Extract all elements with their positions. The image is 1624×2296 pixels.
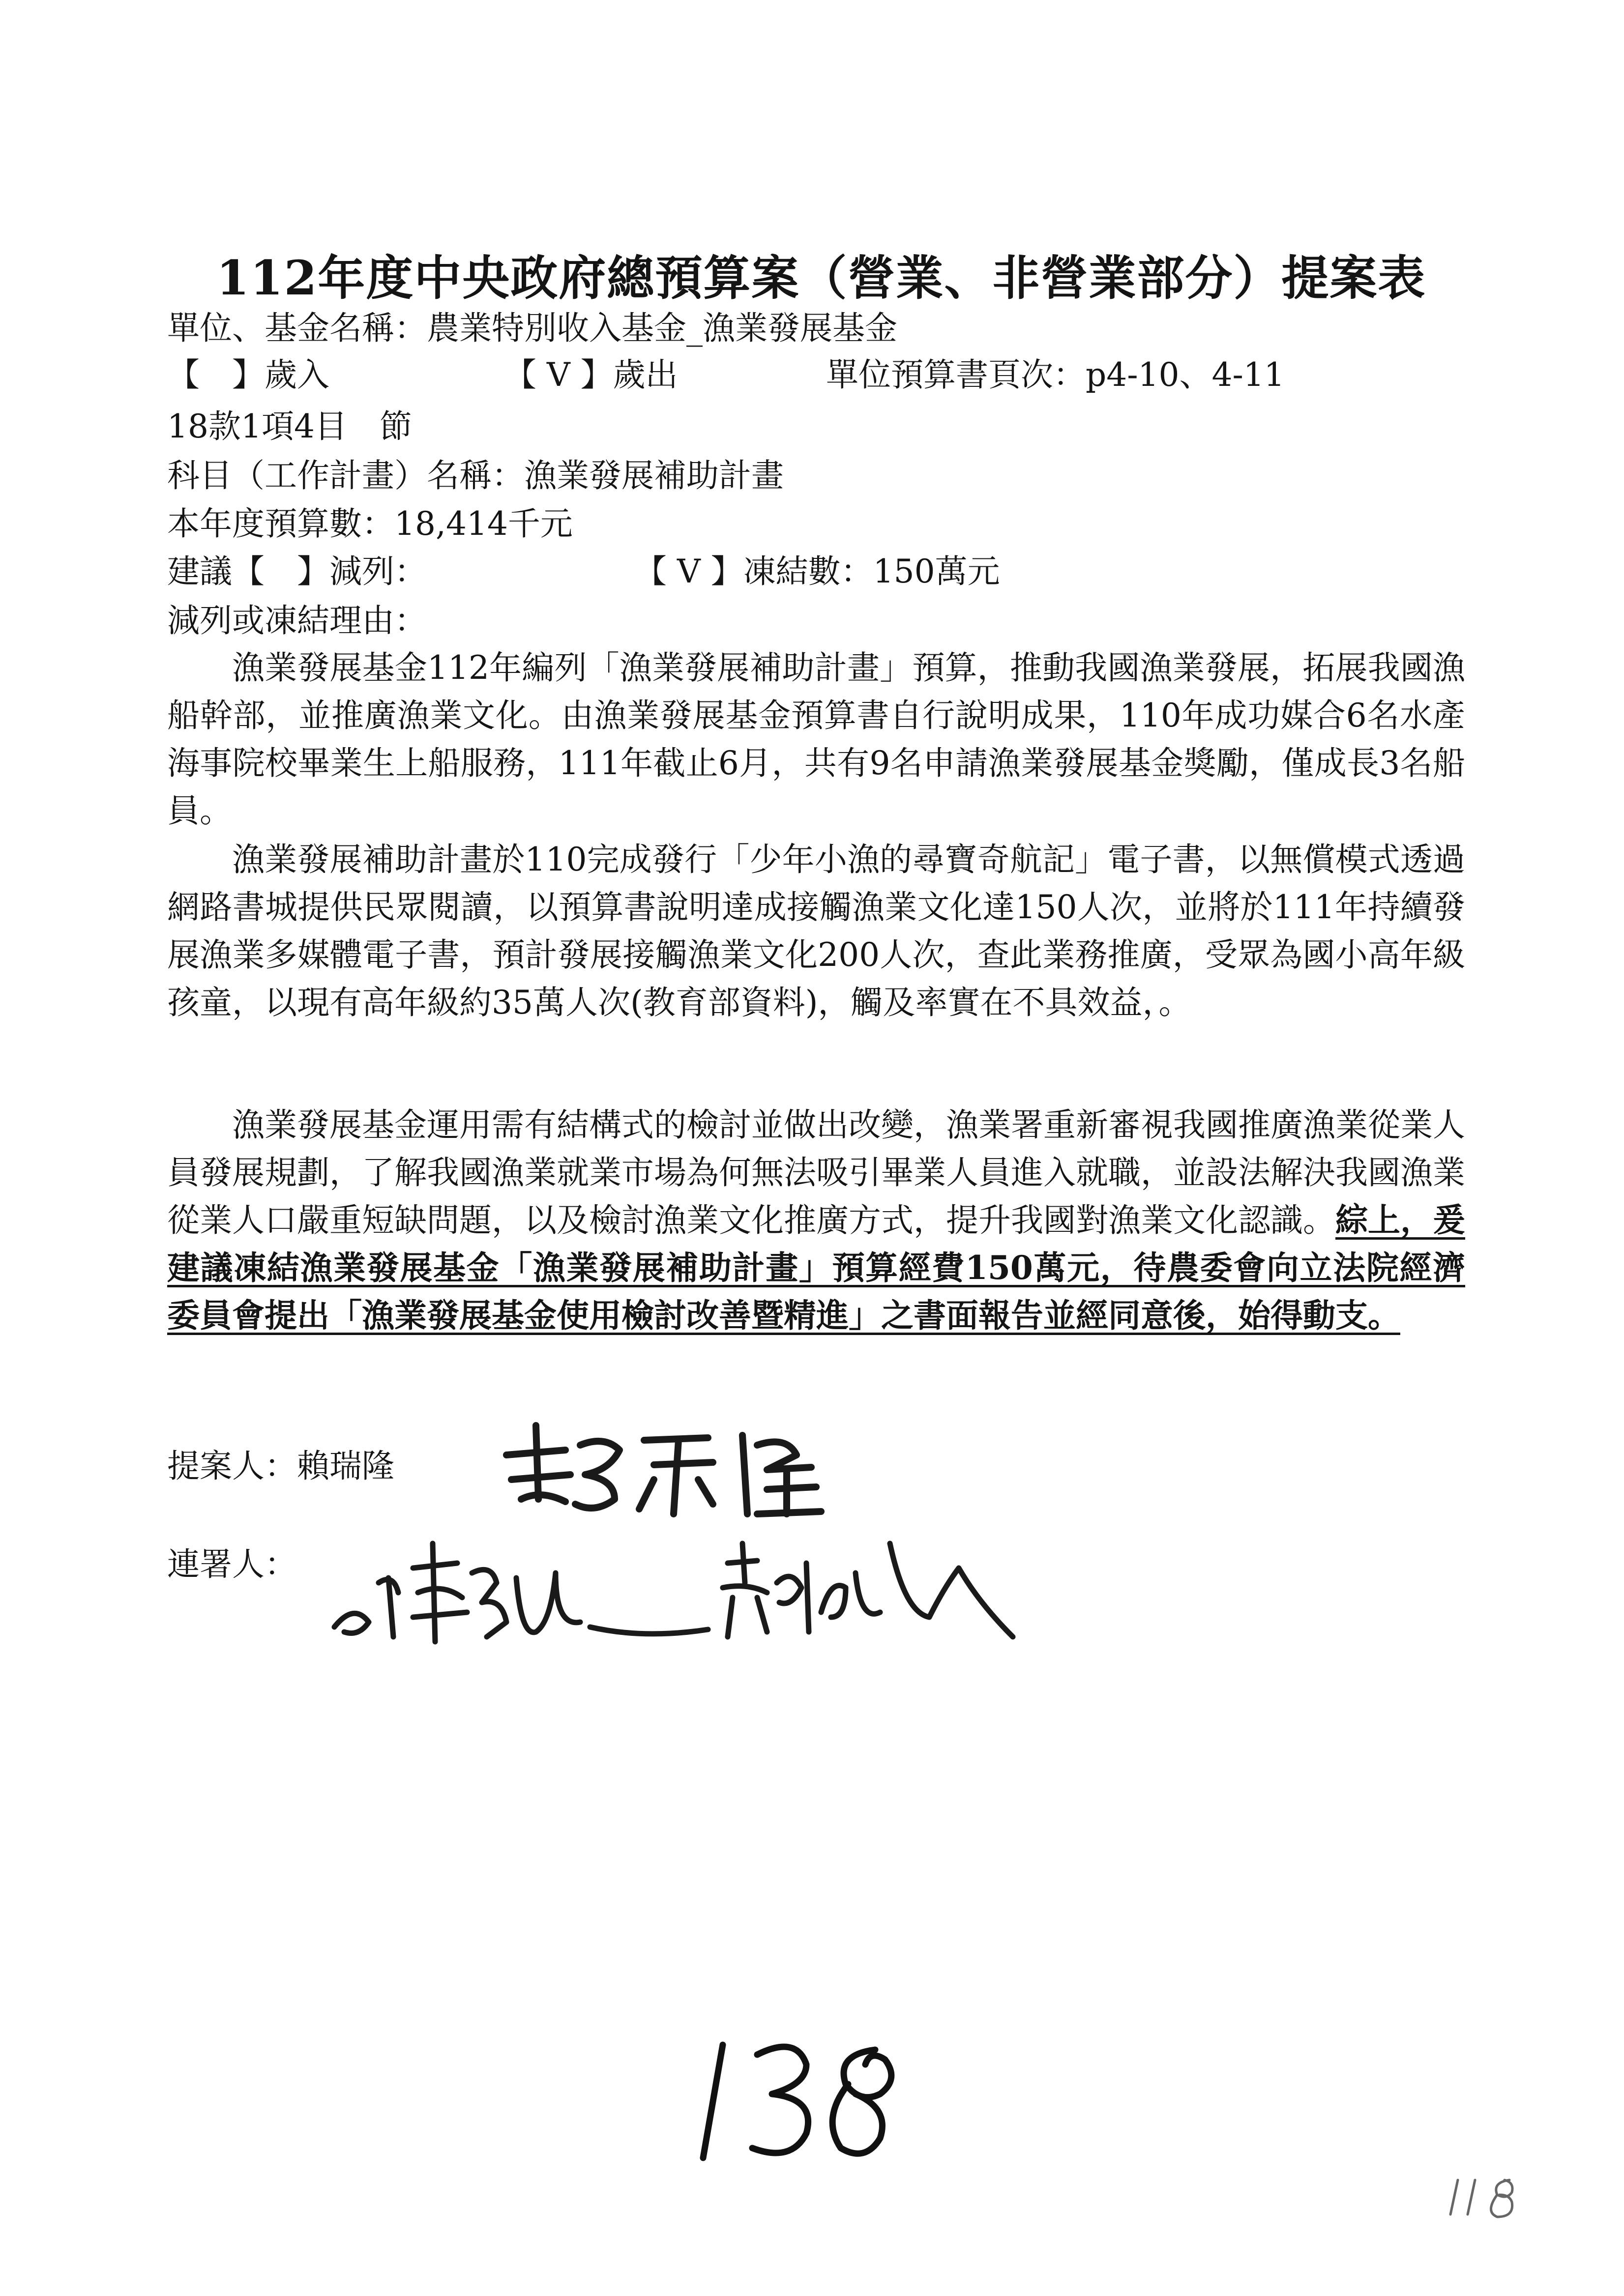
cut-checkbox-label: 建議【 】減列： (167, 552, 427, 590)
reason-paragraph-1: 漁業發展基金112年編列「漁業發展補助計畫」預算，推動我國漁業發展，拓展我國漁船幹部，並推廣漁業文化。由漁業發展基金預算書自行說明成果，110年成功媒合6名水產海事院校畢業生上船服務，111年截止6月，共有9名申請漁業發展基金獎勵，僅成長3名船員。 (167, 649, 1465, 830)
small-page-mark (1441, 2173, 1529, 2222)
proposer-label: 提案人：賴瑞隆 (167, 1447, 394, 1485)
form-title: 112年度中央政府總預算案（營業、非營業部分）提案表 (216, 250, 1426, 306)
reason-paragraph-2: 漁業發展補助計畫於110完成發行「少年小漁的尋寶奇航記」電子書，以無償模式透過網路書城提供民眾閱讀，以預算書說明達成接觸漁業文化達150人次，並將於111年持續發展漁業多媒體電子書，預計發展接觸漁業文化200人次，查此業務推廣，受眾為國小高年級孩童，以現有高年級約35萬人次(教育部資料)，觸及率實在不具效益，。 (167, 841, 1465, 1021)
revenue-checkbox-label: 【 】歲入 (167, 356, 329, 394)
proposer-signature (492, 1416, 836, 1524)
unit-fund-name: 單位、基金名稱：農業特別收入基金_漁業發展基金 (167, 309, 897, 347)
cosigner-label: 連署人： (167, 1545, 297, 1583)
reason-paragraph-3 (167, 1101, 1465, 1339)
cosigner-signatures (325, 1514, 1111, 1652)
expenditure-checkbox-label: 【 V 】歲出 (504, 356, 678, 394)
handwritten-page-number (683, 2030, 910, 2168)
budget-book-page-ref: 單位預算書頁次：p4-10、4-11 (826, 356, 1285, 394)
plan-subject-name: 科目（工作計畫）名稱：漁業發展補助計畫 (167, 457, 784, 494)
freeze-conclusion: 綜上，爰建議凍結漁業發展基金「漁業發展補助計畫」預算經費150萬元，待農委會向立法院經濟委員會提出「漁業發展基金使用檢討改善暨精進」之書面報告並經同意後，始得動支。 (167, 1201, 1465, 1335)
annual-budget-amount: 本年度預算數：18,414千元 (167, 505, 573, 543)
reason-paragraph-3-text: 漁業發展基金運用需有結構式的檢討並做出改變，漁業署重新審視我國推廣漁業從業人員發展規劃，了解我國漁業就業市場為何無法吸引畢業人員進入就職，並設法解決我國漁業從業人口嚴重短缺問題，以及檢討漁業文化推廣方式，提升我國對漁業文化認識。 (167, 1106, 1465, 1239)
budget-item-line: 18款1項4目 節 (167, 407, 412, 445)
reason-label: 減列或凍結理由： (167, 602, 427, 639)
freeze-amount-label: 【 V 】凍結數：150萬元 (634, 552, 1000, 590)
